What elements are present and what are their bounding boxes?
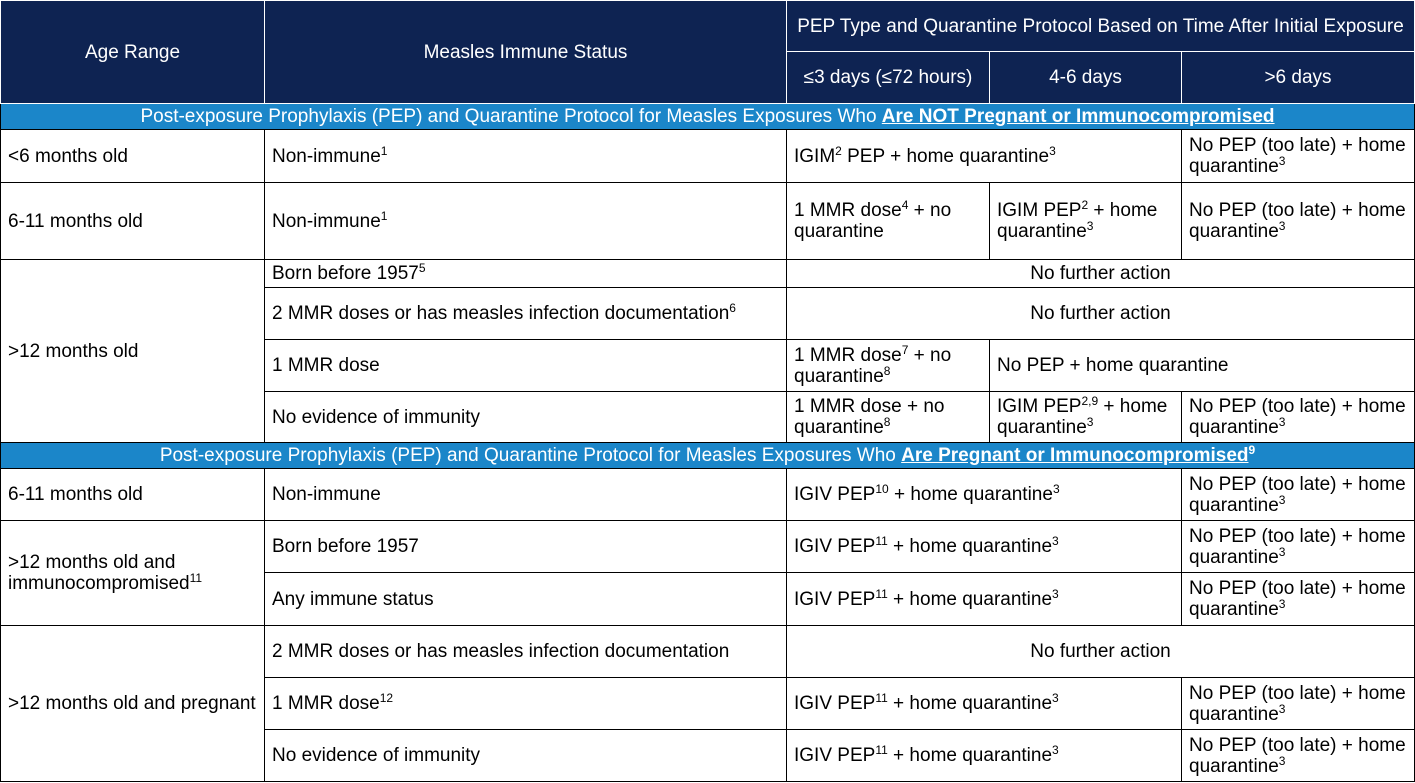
table-row [1,260,1415,288]
header-0-3-days: ≤3 days (≤72 hours) [787,52,990,104]
header-age-range: Age Range [1,1,265,104]
pep-4-6-days-cell: IGIM $PEP^2$ + home quarantine$^3$ [990,183,1182,260]
table-row [1,469,1415,521]
action-cell: No further action [787,626,1415,678]
table-row [1,626,1415,678]
pep-cell: IGIV $PEP^{10}$ + home quarantine$^3$ [787,469,1182,521]
late-cell: No PEP (too late) + home quarantine$^3$ [1182,573,1415,626]
late-cell: No PEP (too late) + home quarantine$^3$ [1182,469,1415,521]
pep-4-6-days-cell: IGIM PEP$^{2,9}$ + home quarantine$^3$ [990,392,1182,443]
status-cell: No evidence of immunity [265,392,787,443]
pep-cell: IGIV $PEP^{11}$ + home quarantine$^3$ [787,521,1182,573]
age-cell: >12 months old and pregnant [1,626,265,782]
late-cell: No PEP (too late) + home quarantine$^3$ [1182,392,1415,443]
late-cell: No PEP (too late) + home quarantine$^3$ [1182,130,1415,183]
late-cell: No PEP (too late) + home quarantine$^3$ [1182,730,1415,782]
section-title: Post-exposure Prophylaxis (PEP) and Quarantine Protocol for Measles Exposures Who Are Pregnant or Immunocompromised$^9$ [1,443,1415,469]
late-cell: No PEP (too late) + home quarantine$^3$ [1182,678,1415,730]
status-cell: Born before 1957$^5$ [265,260,787,288]
pep-rest-cell: No PEP + home quarantine [990,340,1415,392]
pep-cell: IGIV $PEP^{11}$ + home quarantine$^3$ [787,573,1182,626]
section-not-pregnant [1,104,1415,130]
age-cell: <6 months old [1,130,265,183]
status-cell: 2 MMR doses or has measles infection documentation$^6$ [265,288,787,340]
late-cell: No PEP (too late) + home quarantine$^3$ [1182,521,1415,573]
header-gt6-days: >6 days [1182,52,1415,104]
table-row [1,183,1415,260]
status-cell: 2 MMR doses or has measles infection documentation [265,626,787,678]
header-4-6-days: 4-6 days [990,52,1182,104]
age-cell: >12 months old and immunocompromised$^{11}$ [1,521,265,626]
pep-3-days-cell: 1 MMR dose$^4$ + no quarantine [787,183,990,260]
status-cell: No evidence of immunity [265,730,787,782]
pep-3-days-cell: 1 MMR dose + no quarantine$^8$ [787,392,990,443]
action-cell: No further action [787,260,1415,288]
pep-cell: IGIV $PEP^{11}$ + home quarantine$^3$ [787,678,1182,730]
pep-cell: IGIM$^2$ PEP + home quarantine$^3$ [787,130,1182,183]
table-row [1,521,1415,573]
status-cell: Born before 1957 [265,521,787,573]
action-cell: No further action [787,288,1415,340]
header-row [1,1,1415,52]
table-row [1,130,1415,183]
pep-cell: IGIV $PEP^{11}$ + home quarantine$^3$ [787,730,1182,782]
pep-3-days-cell: 1 MMR dose$^7$ + no quarantine$^8$ [787,340,990,392]
header-pep-type: PEP Type and Quarantine Protocol Based on Time After Initial Exposure [787,1,1415,52]
status-cell: 1 MMR dose$^{12}$ [265,678,787,730]
age-cell: 6-11 months old [1,469,265,521]
status-cell: 1 MMR dose [265,340,787,392]
header-immune-status: Measles Immune Status [265,1,787,104]
status-cell: Non-immune$^1$ [265,183,787,260]
status-cell: Any immune status [265,573,787,626]
status-cell: Non-immune [265,469,787,521]
age-cell: >12 months old [1,260,265,443]
section-pregnant [1,443,1415,469]
status-cell: Non-immune$^1$ [265,130,787,183]
section-title: Post-exposure Prophylaxis (PEP) and Quarantine Protocol for Measles Exposures Who Are NOT Pregnant or Immunocompromised [1,104,1415,130]
late-cell: No PEP (too late) + home quarantine$^3$ [1182,183,1415,260]
age-cell: 6-11 months old [1,183,265,260]
